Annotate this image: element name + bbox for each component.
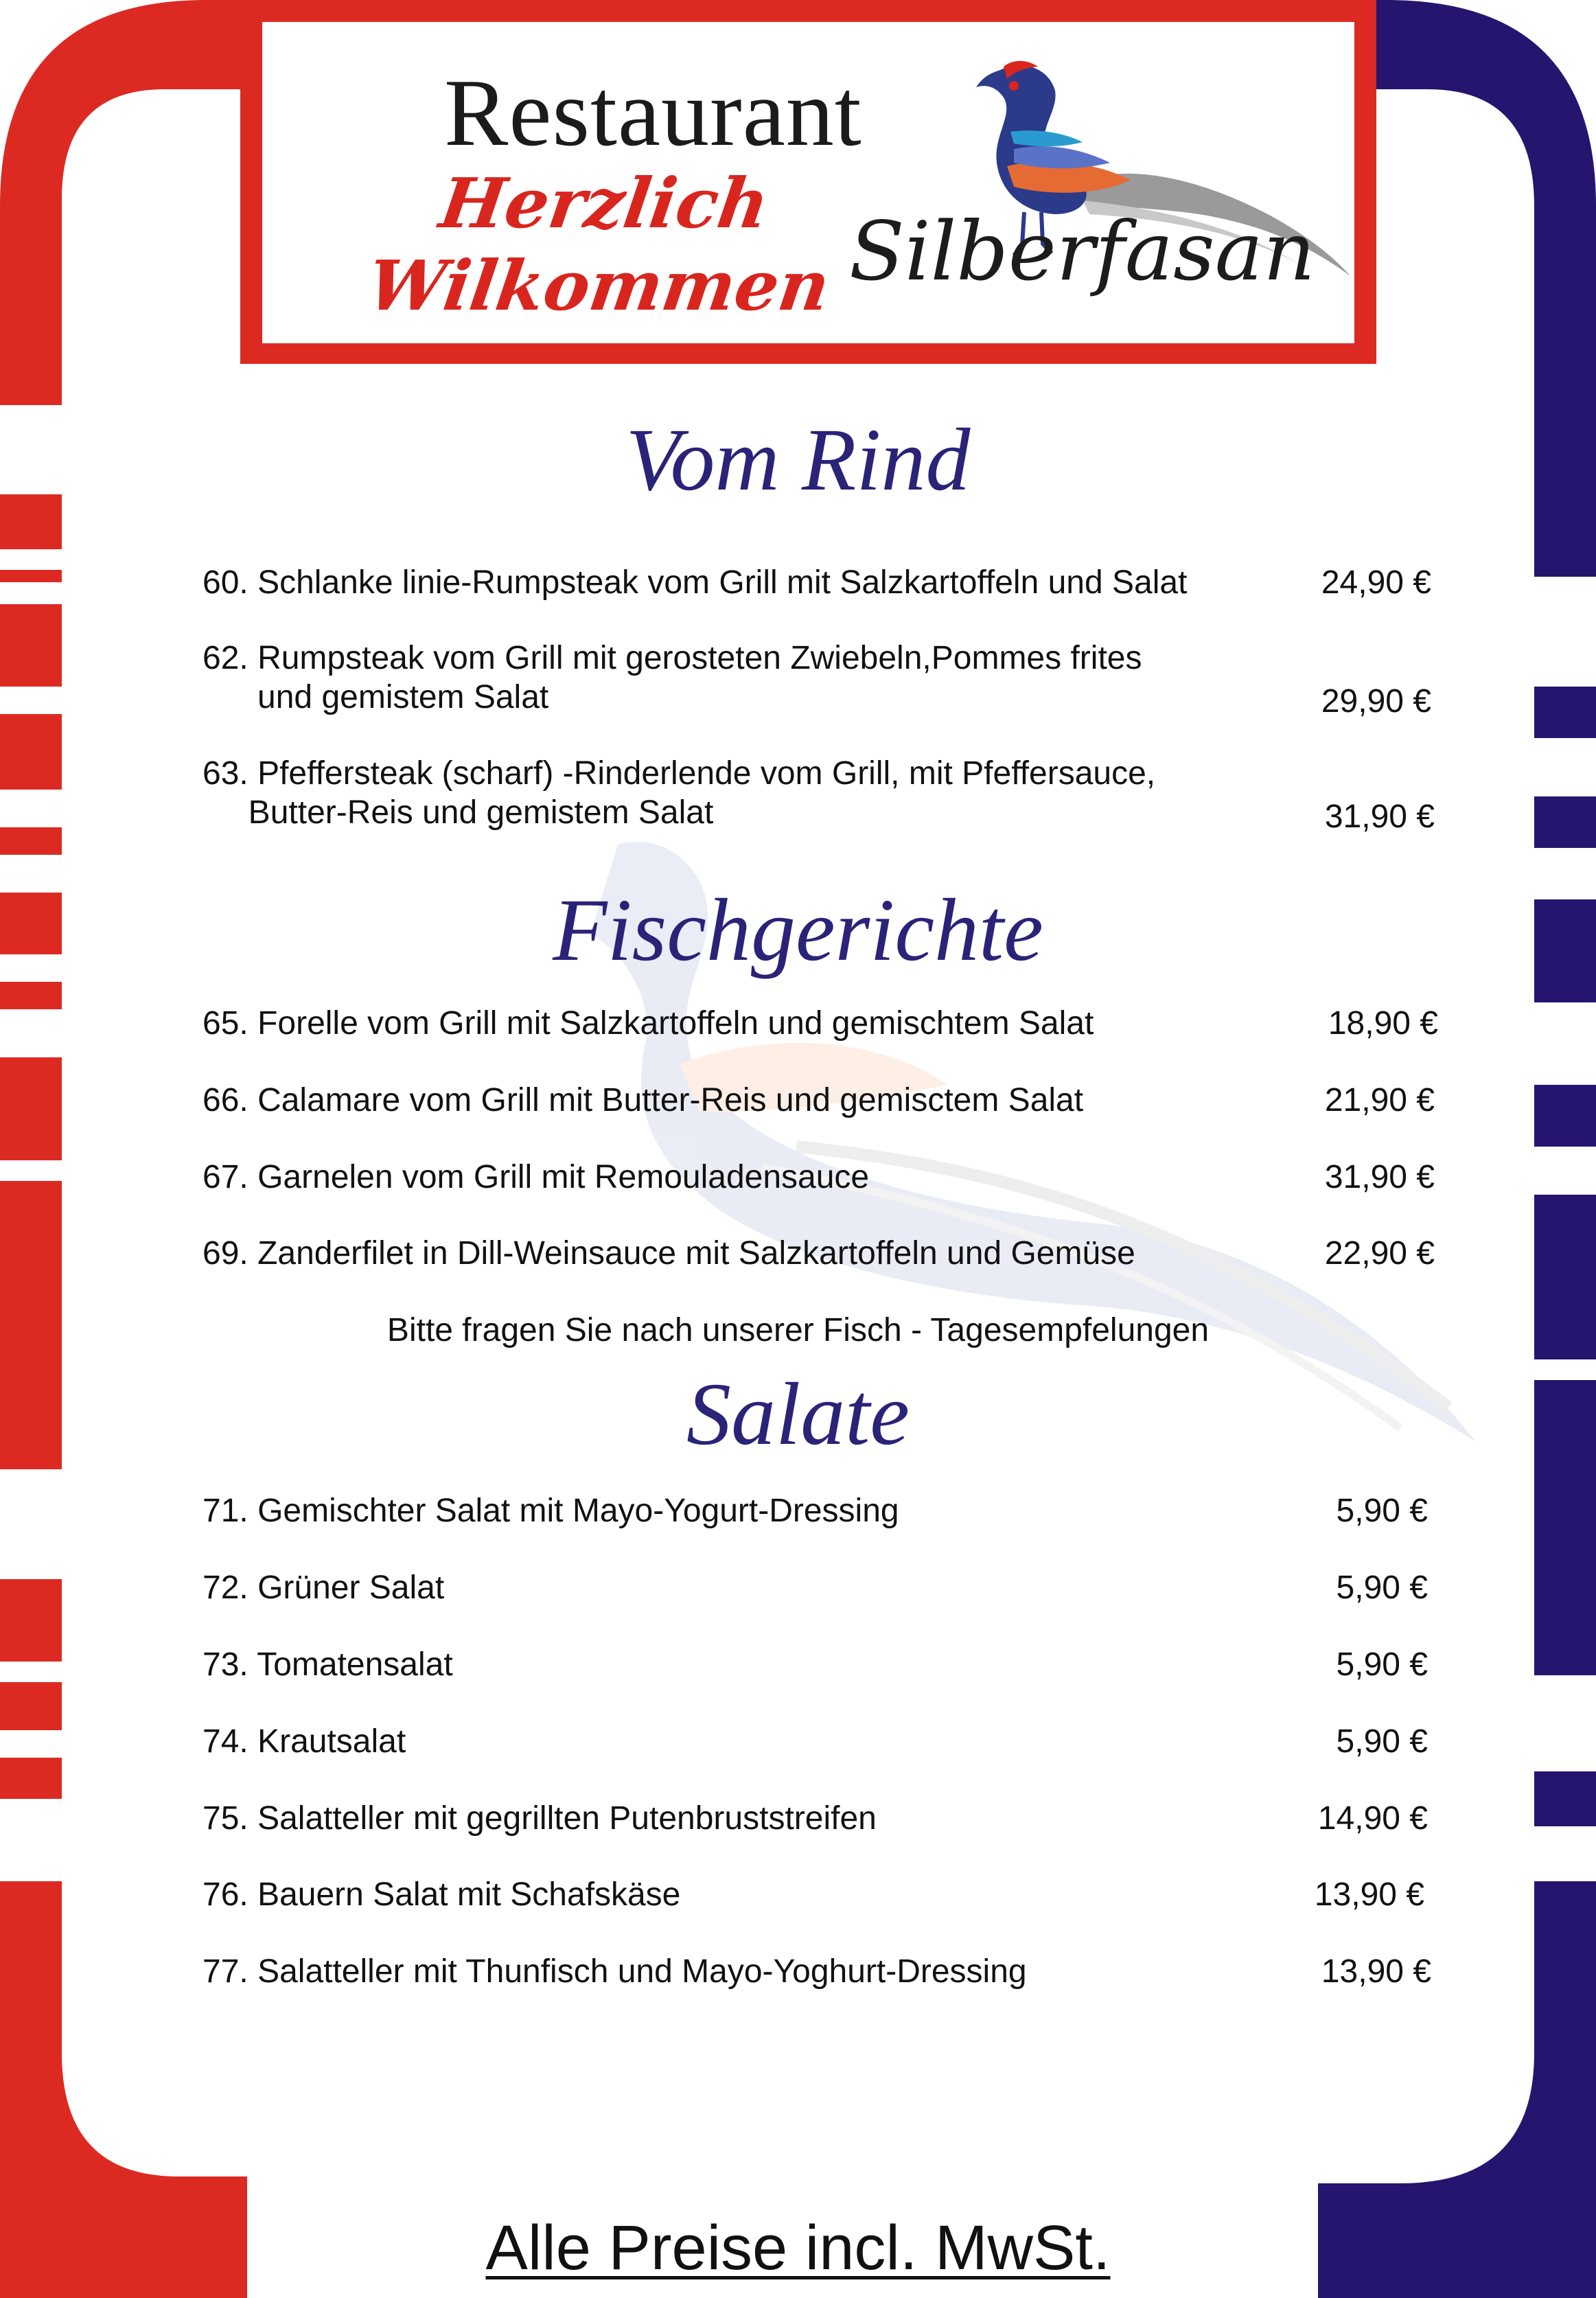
- menu-item: [203, 1158, 1438, 1197]
- menu-item: [203, 1722, 1438, 1761]
- item-price: 31,90 €: [1324, 798, 1435, 835]
- item-description: 66. Calamare vom Grill mit Butter-Reis und gemisctem Salat: [203, 1082, 1084, 1118]
- footer-text: Alle Preise incl. MwSt.: [485, 2213, 1111, 2283]
- item-description: 76. Bauern Salat mit Schafskäse: [203, 1876, 681, 1913]
- menu-item: [203, 1952, 1438, 1991]
- logo-wordmark: Silberfasan: [849, 204, 1316, 299]
- menu-item: [203, 754, 1438, 836]
- section-title-salate: Salate: [686, 1365, 910, 1464]
- prices-include-vat-footer: [0, 2212, 1596, 2284]
- item-description: 62. Rumpsteak vom Grill mit gerosteten Zwiebeln,Pommes frites und gemistem Salat: [203, 640, 1142, 715]
- section-title-vom-rind: Vom Rind: [625, 411, 971, 509]
- item-description: 67. Garnelen vom Grill mit Remouladensauce: [203, 1159, 870, 1195]
- menu-item: [203, 1491, 1438, 1530]
- menu-item: [203, 1645, 1438, 1684]
- header-banner: [240, 0, 1376, 364]
- item-description: 63. Pfeffersteak (scharf) -Rinderlende vom Grill, mit Pfeffersauce, Butter-Reis und gemistem Salat: [203, 755, 1156, 831]
- item-price: 22,90 €: [1324, 1235, 1435, 1272]
- item-price: 31,90 €: [1324, 1159, 1435, 1195]
- item-description: 73. Tomatensalat: [203, 1646, 453, 1683]
- item-description: 74. Krautsalat: [203, 1723, 406, 1760]
- item-price: 13,90 €: [1314, 1876, 1424, 1913]
- menu-item: [203, 1081, 1438, 1120]
- header-panel: [262, 22, 1354, 343]
- item-description: 72. Grüner Salat: [203, 1570, 445, 1606]
- menu-item: [203, 1004, 1438, 1043]
- item-price: 18,90 €: [1328, 1005, 1438, 1042]
- item-price: 5,90 €: [1336, 1493, 1428, 1529]
- item-price: 24,90 €: [1321, 564, 1431, 601]
- menu-item: [203, 1568, 1438, 1607]
- menu-item: [203, 639, 1438, 721]
- welcome-line-2: Wilkommen: [362, 245, 835, 326]
- item-description: 65. Forelle vom Grill mit Salzkartoffeln und gemischtem Salat: [203, 1005, 1094, 1042]
- item-description: 75. Salatteller mit gegrillten Putenbruststreifen: [203, 1800, 877, 1837]
- welcome-line-1: Herzlich: [435, 163, 774, 244]
- item-description: 60. Schlanke linie-Rumpsteak vom Grill mit Salzkartoffeln und Salat: [203, 564, 1188, 601]
- item-price: 5,90 €: [1336, 1723, 1428, 1760]
- item-description: 69. Zanderfilet in Dill-Weinsauce mit Salzkartoffeln und Gemüse: [203, 1235, 1135, 1272]
- menu-item: [203, 1875, 1438, 1914]
- section-title-fischgerichte: Fischgerichte: [553, 881, 1043, 980]
- item-price: 29,90 €: [1321, 683, 1431, 720]
- item-price: 5,90 €: [1336, 1646, 1428, 1683]
- menu-item: [203, 563, 1438, 602]
- item-price: 5,90 €: [1336, 1570, 1428, 1606]
- item-price: 14,90 €: [1317, 1800, 1428, 1837]
- item-price: 21,90 €: [1324, 1082, 1435, 1118]
- item-price: 13,90 €: [1321, 1953, 1431, 1990]
- fish-daily-specials-note: Bitte fragen Sie nach unserer Fisch - Tagesempfelungen: [386, 1312, 1210, 1348]
- menu-item: [203, 1234, 1438, 1273]
- item-description: 71. Gemischter Salat mit Mayo-Yogurt-Dressing: [203, 1493, 899, 1529]
- restaurant-title: Restaurant: [444, 60, 862, 166]
- item-description: 77. Salatteller mit Thunfisch und Mayo-Yoghurt-Dressing: [203, 1953, 1027, 1990]
- menu-item: [203, 1799, 1438, 1838]
